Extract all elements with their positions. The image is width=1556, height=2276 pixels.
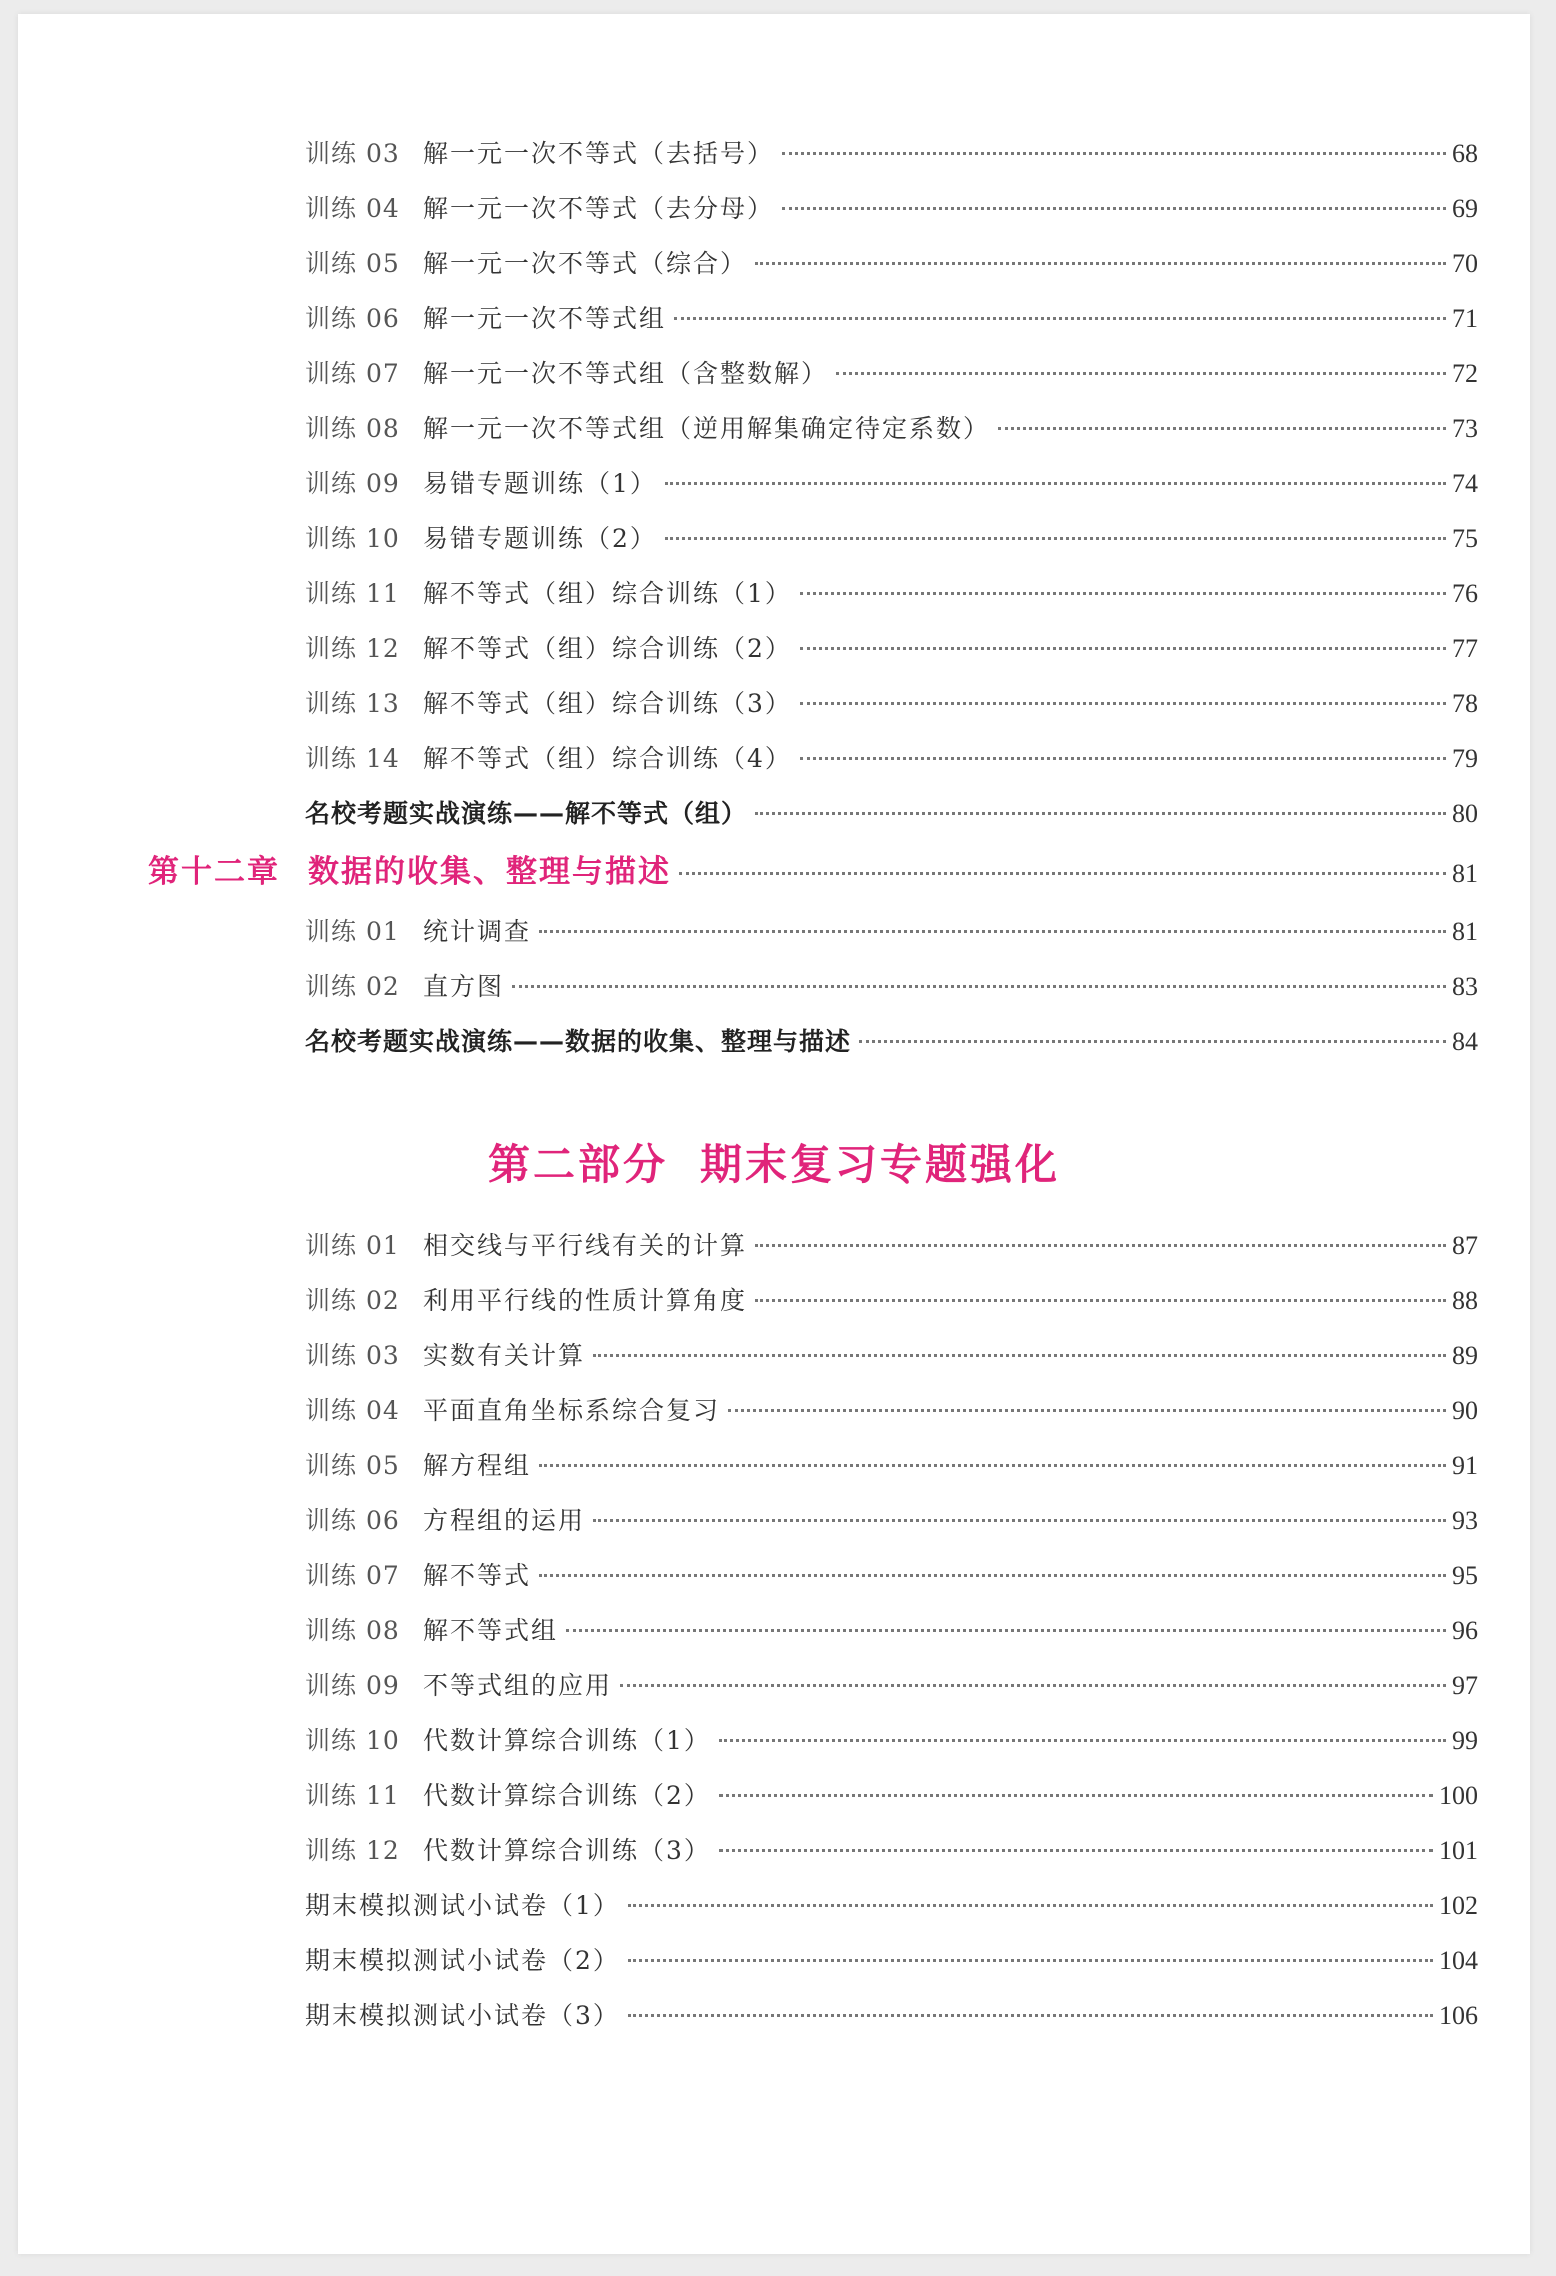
page-number: 87 (1452, 1231, 1478, 1260)
entry-title: 解一元一次不等式组（含整数解） (423, 359, 829, 388)
toc-test-entry[interactable] (305, 1941, 1478, 1981)
dot-leader (782, 152, 1446, 155)
entry-code: 训练 02 (305, 1286, 400, 1315)
page-number: 71 (1452, 304, 1478, 333)
part-title: 期末复习专题强化 (700, 1140, 1061, 1189)
page-number: 88 (1452, 1286, 1478, 1315)
dot-leader (836, 372, 1446, 375)
entry-title: 实数有关计算 (423, 1341, 586, 1370)
dot-leader (539, 930, 1446, 933)
entry-title: 解不等式（组）综合训练（2） (423, 634, 792, 663)
page-number: 89 (1452, 1341, 1478, 1370)
entry-title: 易错专题训练（1） (423, 469, 657, 498)
dot-leader (539, 1464, 1446, 1467)
part-heading (18, 1132, 1530, 1192)
entry-code: 训练 04 (305, 194, 400, 223)
dot-leader (512, 985, 1446, 988)
page-number: 78 (1452, 689, 1478, 718)
entry-title: 直方图 (423, 972, 505, 1001)
entry-title: 解一元一次不等式组（逆用解集确定待定系数） (423, 414, 991, 443)
entry-title: 利用平行线的性质计算角度 (423, 1286, 748, 1315)
toc-entry[interactable] (305, 912, 1478, 952)
dot-leader (800, 702, 1446, 705)
page-number: 75 (1452, 524, 1478, 553)
page-number: 84 (1452, 1027, 1478, 1056)
entry-code: 训练 13 (305, 689, 400, 718)
toc-entry[interactable] (305, 244, 1478, 284)
entry-title: 平面直角坐标系综合复习 (423, 1396, 721, 1425)
entry-code: 训练 09 (305, 1671, 400, 1700)
toc-entry[interactable] (305, 1391, 1478, 1431)
page-number: 91 (1452, 1451, 1478, 1480)
entry-code: 训练 11 (305, 579, 400, 608)
dot-leader (800, 757, 1446, 760)
chapter-label: 第十二章 (148, 854, 280, 890)
toc-entry[interactable] (305, 1666, 1478, 1706)
entry-code: 训练 01 (305, 917, 400, 946)
dot-leader (539, 1574, 1446, 1577)
page-number: 73 (1452, 414, 1478, 443)
entry-title: 名校考题实战演练——数据的收集、整理与描述 (305, 1027, 852, 1056)
page-number: 100 (1439, 1781, 1478, 1810)
toc-test-entry[interactable] (305, 1886, 1478, 1926)
dot-leader (674, 317, 1446, 320)
dot-leader (782, 207, 1446, 210)
chapter-heading[interactable] (148, 852, 1478, 892)
page-number: 83 (1452, 972, 1478, 1001)
page-number: 104 (1439, 1946, 1478, 1975)
entry-code: 训练 06 (305, 1506, 400, 1535)
entry-code: 训练 06 (305, 304, 400, 333)
page-number: 101 (1439, 1836, 1478, 1865)
toc-entry[interactable] (305, 967, 1478, 1007)
toc-entry[interactable] (305, 134, 1478, 174)
entry-code: 训练 03 (305, 139, 400, 168)
entry-code: 训练 12 (305, 1836, 400, 1865)
toc-entry[interactable] (305, 1446, 1478, 1486)
page-number: 81 (1452, 917, 1478, 946)
entry-code: 训练 12 (305, 634, 400, 663)
entry-title: 期末模拟测试小试卷（3） (305, 2001, 620, 2030)
entry-code: 训练 08 (305, 414, 400, 443)
entry-title: 解不等式组 (423, 1616, 559, 1645)
entry-code: 训练 01 (305, 1231, 400, 1260)
page-number: 97 (1452, 1671, 1478, 1700)
dot-leader (679, 872, 1446, 875)
dot-leader (620, 1684, 1446, 1687)
entry-code: 训练 02 (305, 972, 400, 1001)
page-number: 74 (1452, 469, 1478, 498)
entry-code: 训练 10 (305, 524, 400, 553)
page-number: 76 (1452, 579, 1478, 608)
entry-code: 训练 09 (305, 469, 400, 498)
toc-entry[interactable] (305, 1831, 1478, 1871)
page-number: 106 (1439, 2001, 1478, 2030)
dot-leader (800, 592, 1446, 595)
entry-title: 易错专题训练（2） (423, 524, 657, 553)
dot-leader (665, 482, 1446, 485)
page-number: 68 (1452, 139, 1478, 168)
entry-title: 解不等式（组）综合训练（3） (423, 689, 792, 718)
toc-entry[interactable] (305, 409, 1478, 449)
entry-title: 解不等式（组）综合训练（1） (423, 579, 792, 608)
entry-title: 代数计算综合训练（1） (423, 1726, 711, 1755)
entry-code: 训练 14 (305, 744, 400, 773)
dot-leader (628, 2014, 1433, 2017)
page-number: 95 (1452, 1561, 1478, 1590)
toc-entry[interactable] (305, 1556, 1478, 1596)
page-number: 99 (1452, 1726, 1478, 1755)
entry-code: 训练 05 (305, 249, 400, 278)
toc-entry[interactable] (305, 299, 1478, 339)
entry-title: 名校考题实战演练——解不等式（组） (305, 799, 748, 828)
toc-entry[interactable] (305, 1611, 1478, 1651)
dot-leader (859, 1040, 1446, 1043)
entry-code: 训练 07 (305, 359, 400, 388)
toc-entry[interactable] (305, 1501, 1478, 1541)
dot-leader (755, 262, 1446, 265)
toc-entry[interactable] (305, 629, 1478, 669)
page-number: 93 (1452, 1506, 1478, 1535)
toc-entry[interactable] (305, 1336, 1478, 1376)
dot-leader (719, 1794, 1433, 1797)
dot-leader (593, 1519, 1446, 1522)
dot-leader (628, 1959, 1433, 1962)
entry-title: 统计调查 (423, 917, 532, 946)
entry-title: 期末模拟测试小试卷（1） (305, 1891, 620, 1920)
toc-entry[interactable] (305, 574, 1478, 614)
entry-code: 训练 10 (305, 1726, 400, 1755)
entry-title: 不等式组的应用 (423, 1671, 613, 1700)
toc-entry[interactable] (305, 464, 1478, 504)
entry-title: 解不等式（组）综合训练（4） (423, 744, 792, 773)
dot-leader (593, 1354, 1446, 1357)
entry-code: 训练 07 (305, 1561, 400, 1590)
dot-leader (566, 1629, 1446, 1632)
page-number: 80 (1452, 799, 1478, 828)
toc-page (18, 14, 1530, 2254)
dot-leader (755, 1244, 1446, 1247)
toc-entry[interactable] (305, 1281, 1478, 1321)
toc-entry[interactable] (305, 519, 1478, 559)
page-number: 77 (1452, 634, 1478, 663)
page-number: 96 (1452, 1616, 1478, 1645)
entry-code: 训练 05 (305, 1451, 400, 1480)
toc-entry[interactable] (305, 739, 1478, 779)
dot-leader (628, 1904, 1433, 1907)
entry-title: 方程组的运用 (423, 1506, 586, 1535)
toc-test-entry[interactable] (305, 1996, 1478, 2036)
page-number: 90 (1452, 1396, 1478, 1425)
entry-title: 解方程组 (423, 1451, 532, 1480)
toc-summary-entry[interactable] (305, 794, 1478, 834)
entry-title: 相交线与平行线有关的计算 (423, 1231, 748, 1260)
toc-entry[interactable] (305, 1721, 1478, 1761)
entry-code: 训练 08 (305, 1616, 400, 1645)
entry-title: 解一元一次不等式（综合） (423, 249, 748, 278)
page-number: 69 (1452, 194, 1478, 223)
entry-title: 期末模拟测试小试卷（2） (305, 1946, 620, 1975)
page-number: 81 (1452, 859, 1478, 888)
dot-leader (665, 537, 1446, 540)
entry-title: 解一元一次不等式组 (423, 304, 667, 333)
dot-leader (755, 1299, 1446, 1302)
toc-entry[interactable] (305, 684, 1478, 724)
toc-entry[interactable] (305, 1226, 1478, 1266)
entry-code: 训练 04 (305, 1396, 400, 1425)
entry-code: 训练 11 (305, 1781, 400, 1810)
dot-leader (800, 647, 1446, 650)
dot-leader (998, 427, 1446, 430)
page-number: 79 (1452, 744, 1478, 773)
page-number: 102 (1439, 1891, 1478, 1920)
page-number: 72 (1452, 359, 1478, 388)
dot-leader (755, 812, 1446, 815)
entry-title: 解不等式 (423, 1561, 532, 1590)
entry-title: 解一元一次不等式（去括号） (423, 139, 775, 168)
entry-title: 解一元一次不等式（去分母） (423, 194, 775, 223)
toc-entry[interactable] (305, 1776, 1478, 1816)
toc-summary-entry[interactable] (305, 1022, 1478, 1062)
page-number: 70 (1452, 249, 1478, 278)
entry-title: 代数计算综合训练（2） (423, 1781, 711, 1810)
dot-leader (719, 1739, 1446, 1742)
dot-leader (719, 1849, 1433, 1852)
toc-entry[interactable] (305, 354, 1478, 394)
entry-title: 代数计算综合训练（3） (423, 1836, 711, 1865)
chapter-title: 数据的收集、整理与描述 (308, 854, 671, 890)
entry-code: 训练 03 (305, 1341, 400, 1370)
part-label: 第二部分 (487, 1140, 668, 1189)
toc-entry[interactable] (305, 189, 1478, 229)
dot-leader (728, 1409, 1446, 1412)
